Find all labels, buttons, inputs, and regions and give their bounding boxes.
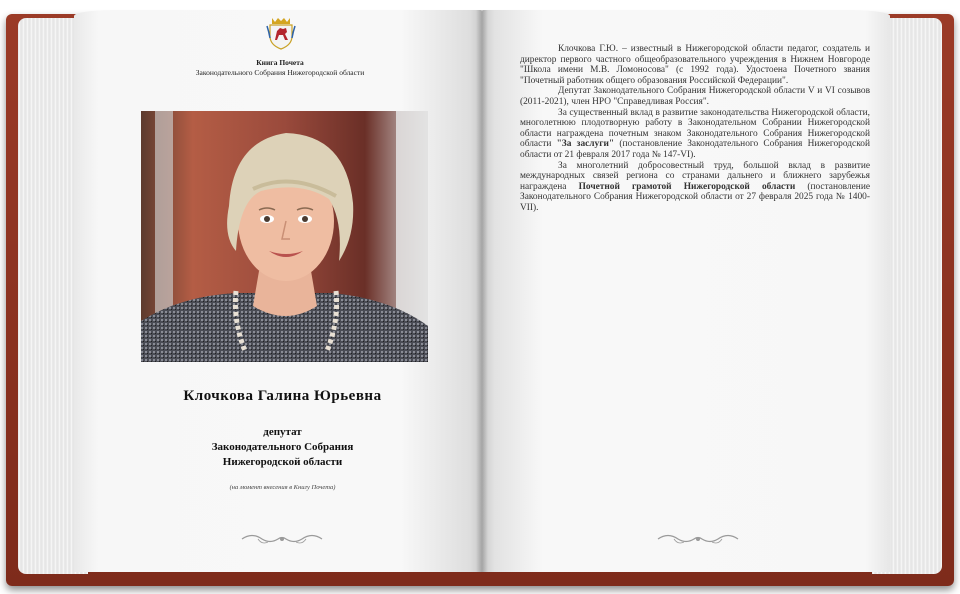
portrait-photo	[141, 111, 428, 362]
book-title: Книга Почета	[256, 58, 304, 67]
biography-paragraph-2: Депутат Законодательного Собрания Нижегородской области V и VI созывов (2011-2021), член НРО "Справедливая Россия".	[520, 86, 870, 107]
scroll-ornament-icon	[240, 530, 324, 548]
book-gutter	[476, 10, 488, 572]
biography-paragraph-1: Клочкова Г.Ю. – известный в Нижегородской области педагог, создатель и директор первого частного общеобразовательного учреждения в Нижнем Новгороде "Школа имени М.В. Ломоносова" (с 1992 года). Удостоена Почетного звания "Почетный работник общего образования Российской Федерации".	[520, 44, 870, 86]
position-line-3: Нижегородской области	[222, 456, 343, 468]
paragraph-3-text: За существенный вклад в развитие законодательства Нижегородской области, многолетнюю плодотворную работу в Законодательном Собрании Нижегородской области награждена почетным знаком Законодательного Собрания Нижегородской области	[520, 107, 870, 150]
biography-text	[520, 44, 870, 214]
position-line-2: Законодательного Собрания	[211, 441, 354, 453]
nizhny-novgorod-coat-of-arms-icon	[266, 16, 296, 50]
paragraph-3-text-end: (постановление Законодательного Собрания Нижегородской области от 21 февраля 2017 года № 147-VI).	[520, 139, 870, 160]
biography-paragraph-4	[520, 161, 870, 214]
paragraph-4-text-end: (постановление Законодательного Собрания Нижегородской области от 27 февраля 2025 года № 1400-VII).	[520, 181, 871, 213]
award-name-1: "За заслуги"	[556, 139, 615, 150]
scroll-ornament-icon	[656, 530, 740, 548]
biography-paragraph-3	[520, 108, 870, 161]
position-line-1: депутат	[263, 426, 302, 438]
entry-note: (на момент внесения в Книгу Почета)	[229, 484, 336, 491]
person-name: Клочкова Галина Юрьевна	[183, 388, 382, 404]
award-name-2: Почетной грамотой Нижегородской области	[578, 181, 796, 192]
book-subtitle: Законодательного Собрания Нижегородской области	[195, 68, 365, 77]
paragraph-4-text: За многолетний добросовестный труд, большой вклад в развитие международных связей региона со странами дальнего и ближнего зарубежья награждена	[520, 160, 870, 192]
